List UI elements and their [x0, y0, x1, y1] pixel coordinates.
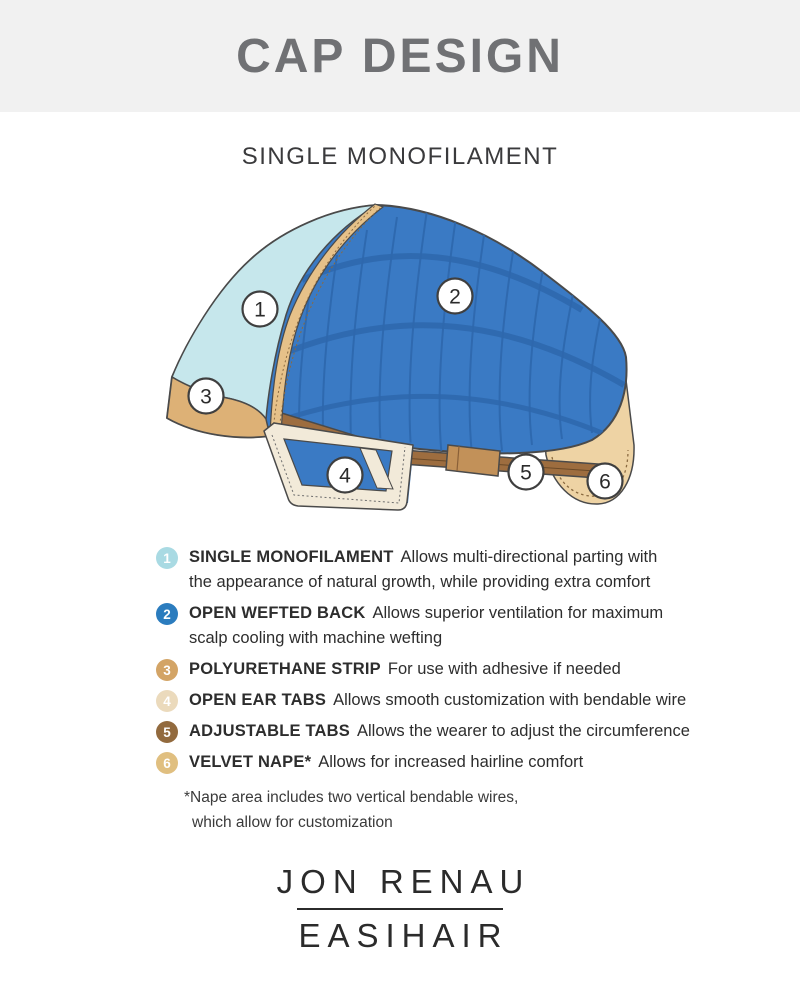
- legend-item-single-monofilament: [156, 545, 800, 595]
- callout-2: [438, 279, 473, 314]
- legend-item-number: 3: [156, 659, 178, 681]
- svg-text:2: 2: [449, 285, 461, 309]
- svg-text:4: 4: [339, 464, 351, 488]
- legend-item-number: 5: [156, 721, 178, 743]
- header-band: [0, 0, 800, 112]
- legend-item-desc-line2: the appearance of natural growth, while providing extra comfort: [189, 573, 651, 591]
- legend-item-desc: Allows superior ventilation for maximum: [372, 604, 664, 622]
- callout-1: [243, 292, 278, 327]
- legend-item-desc: Allows for increased hairline comfort: [318, 753, 584, 771]
- brand-logo: [0, 863, 800, 955]
- legend-item-desc: For use with adhesive if needed: [387, 660, 621, 678]
- adjustable-tab-buckle: [446, 445, 500, 476]
- legend-item-adjustable-tabs: [156, 719, 800, 744]
- svg-text:1: 1: [254, 298, 266, 322]
- legend-item-number: 2: [156, 603, 178, 625]
- brand-name-jon-renau: JON RENAU: [276, 863, 531, 900]
- legend-item-label: OPEN WEFTED BACK: [189, 604, 366, 622]
- legend-item-number: 1: [156, 547, 178, 569]
- svg-text:6: 6: [599, 470, 611, 494]
- callout-5: [509, 455, 544, 490]
- legend-item-polyurethane-strip: [156, 657, 800, 682]
- svg-text:5: 5: [520, 461, 532, 485]
- logo-divider: [297, 908, 503, 910]
- legend-item-desc: Allows smooth customization with bendable wire: [333, 691, 687, 709]
- legend-item-velvet-nape: [156, 750, 800, 775]
- footnote-line-1: *Nape area includes two vertical bendable wires,: [184, 789, 519, 806]
- legend-item-label: OPEN EAR TABS: [189, 691, 327, 709]
- legend-item-desc: Allows multi-directional parting with: [400, 548, 658, 566]
- legend-item-open-ear-tabs: [156, 688, 800, 713]
- nape-footnote: [184, 785, 800, 835]
- legend-item-number: 6: [156, 752, 178, 774]
- callout-3: [189, 379, 224, 414]
- brand-name-easihair: EASIHAIR: [298, 917, 509, 954]
- footnote-line-2: which allow for customization: [192, 814, 393, 831]
- legend-item-open-wefted-back: [156, 601, 800, 651]
- legend-item-number: 4: [156, 690, 178, 712]
- page-title: CAP DESIGN: [236, 29, 564, 83]
- svg-text:3: 3: [200, 385, 212, 409]
- legend-item-desc-line2: scalp cooling with machine wefting: [189, 629, 443, 647]
- legend-item-label: ADJUSTABLE TABS: [189, 722, 350, 740]
- callout-6: [588, 464, 623, 499]
- legend-item-label: VELVET NAPE*: [189, 753, 312, 771]
- cap-diagram: [162, 195, 642, 515]
- feature-legend: [156, 545, 800, 775]
- legend-item-desc: Allows the wearer to adjust the circumference: [356, 722, 690, 740]
- legend-item-label: POLYURETHANE STRIP: [189, 660, 381, 678]
- callout-4: [328, 458, 363, 493]
- cap-style-subtitle: SINGLE MONOFILAMENT: [241, 143, 559, 170]
- legend-item-label: SINGLE MONOFILAMENT: [189, 548, 394, 566]
